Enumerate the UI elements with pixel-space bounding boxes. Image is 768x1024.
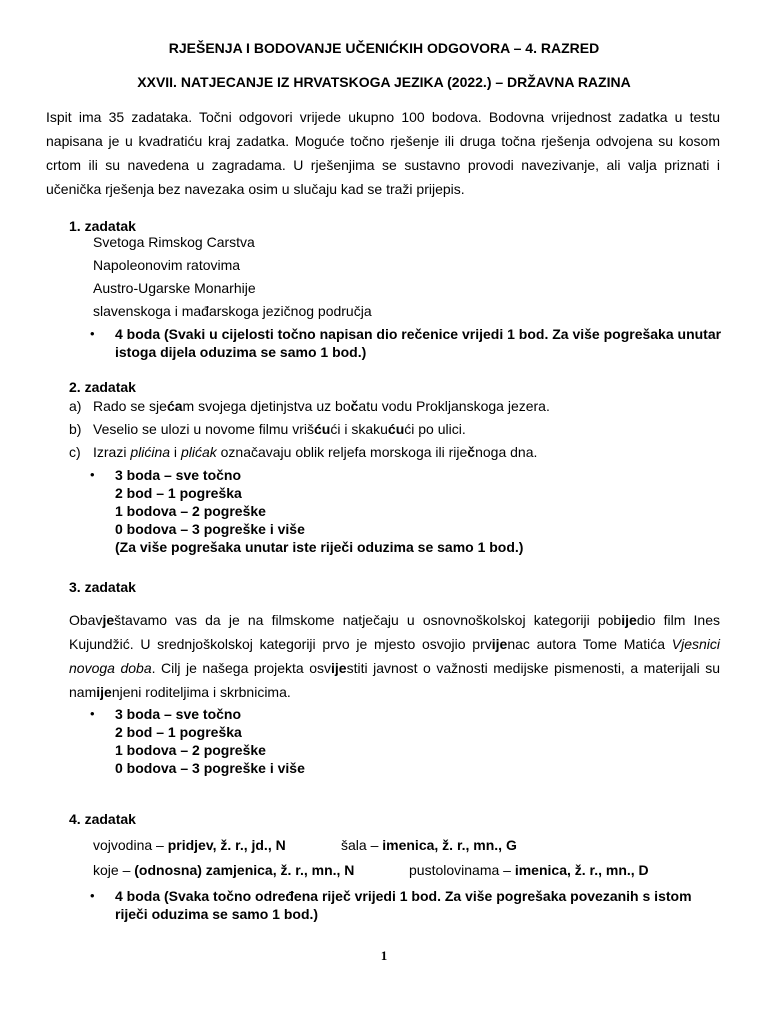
bullet-icon: •: [90, 706, 95, 721]
task1-answer-2: Napoleonovim ratovima: [93, 257, 241, 273]
text-part: nac autora Tome Matića: [507, 636, 672, 652]
task3-heading: 3. zadatak: [69, 579, 136, 595]
bold-part: ću: [387, 421, 405, 437]
task4-scoring-line1: 4 boda (Svaka točno određena riječ vrijedi 1 bod. Za više pogrešaka povezanih s istom: [115, 888, 692, 904]
text-part: označavaju oblik reljefa morskoga ili rije: [216, 444, 468, 460]
text-part: štavamo vas da je na filmskome natječaju u osnovnoškolskoj kategoriji pob: [114, 612, 622, 628]
task4-heading: 4. zadatak: [69, 811, 136, 827]
page-number: 1: [380, 948, 388, 963]
scoring-line: (Za više pogrešaka unutar iste riječi oduzima se samo 1 bod.): [115, 539, 524, 555]
task4-word-4: [409, 862, 649, 879]
word-analysis: pridjev, ž. r., jd., N: [167, 837, 286, 853]
word: pustolovinama –: [409, 862, 515, 878]
task1-answer-1: Svetoga Rimskog Carstva: [93, 234, 255, 250]
text-part: dio film Ines Kujundžić. U srednjoškolskoj kategoriji prvo je mjesto osvojio prv: [69, 612, 721, 652]
bold-part: č: [350, 398, 359, 414]
bold-part: ije: [491, 636, 508, 652]
text-part: m svojega djetinjstva uz bo: [182, 398, 351, 414]
task4-scoring-line2: riječi oduzima se samo 1 bod.): [115, 906, 319, 922]
italic-part: plićina: [130, 444, 171, 460]
task2-item-c: [69, 444, 537, 461]
task1-answer-4: slavenskoga i mađarskoga jezičnog područja: [93, 303, 372, 319]
text-part: i: [170, 444, 181, 460]
text-part: Rado se sje: [93, 398, 167, 414]
task1-scoring-line1: 4 boda (Svaki u cijelosti točno napisan dio rečenice vrijedi 1 bod. Za više pogrešaka unutar: [115, 326, 722, 342]
scoring-line: 0 bodova – 3 pogreške i više: [115, 521, 305, 537]
task2-item-b: [69, 421, 466, 438]
italic-part: plićak: [180, 444, 217, 460]
bold-part: ije: [96, 684, 112, 700]
scoring-line: 3 boda – sve točno: [115, 706, 242, 722]
item-label: a): [69, 398, 82, 414]
text-part: . Cilj je našega projekta osv: [151, 660, 332, 676]
bold-part: je: [102, 612, 115, 628]
scoring-line: 1 bodova – 2 pogreške: [115, 503, 266, 519]
item-label: c): [69, 444, 81, 460]
text-part: Izrazi: [93, 444, 131, 460]
text-part: Veselio se ulozi u novome filmu vriš: [93, 421, 314, 437]
task1-answer-3: Austro-Ugarske Monarhije: [93, 280, 256, 296]
task1-heading: 1. zadatak: [69, 218, 136, 234]
bold-part: ije: [331, 660, 347, 676]
word: šala –: [341, 837, 383, 853]
document-subtitle: XXVII. NATJECANJE IZ HRVATSKOGA JEZIKA (2022.) – DRŽAVNA RAZINA: [137, 74, 631, 90]
bold-part: ću: [314, 421, 331, 437]
task2-scoring: [115, 466, 721, 556]
item-label: b): [69, 421, 82, 437]
text-part: ći po ulici.: [404, 421, 466, 437]
task4-word-1: [93, 837, 286, 854]
italic-part: Vjesnici novoga doba: [69, 636, 720, 676]
word-analysis: imenica, ž. r., mn., D: [514, 862, 649, 878]
text-part: atu vodu Prokljanskoga jezera.: [358, 398, 550, 414]
task4-word-3: [93, 862, 354, 879]
scoring-line: 2 bod – 1 pogreška: [115, 724, 242, 740]
intro-paragraph: Ispit ima 35 zadataka. Točni odgovori vrijede ukupno 100 bodova. Bodovna vrijednost zadatka u testu napisana je u kvadratiću kraj zadatka. Moguće točno rješenje ili druga točna rješenja odvojena su kosom crtom ili su navedena u zagradama. U rješenjima se sustavno provodi navezivanje, ali valja priznati i učenička rješenja bez navezaka osim u slučaju kad se traži prijepis.: [46, 109, 720, 197]
bullet-icon: •: [90, 326, 95, 341]
scoring-line: 0 bodova – 3 pogreške i više: [115, 760, 305, 776]
task3-paragraph: [69, 608, 720, 704]
scoring-line: 1 bodova – 2 pogreške: [115, 742, 266, 758]
text-part: ći i skaku: [330, 421, 388, 437]
word: vojvodina –: [93, 837, 168, 853]
task4-scoring: [115, 887, 721, 923]
task4-word-2: [341, 837, 517, 854]
bullet-icon: •: [90, 888, 95, 903]
document-title: RJEŠENJA I BODOVANJE UČENIĆKIH ODGOVORA – 4. RAZRED: [168, 40, 600, 56]
bold-part: ije: [621, 612, 637, 628]
task1-scoring-line2: istoga dijela oduzima se samo 1 bod.): [115, 344, 367, 360]
task1-scoring: [115, 325, 721, 361]
text-part: Obav: [69, 612, 103, 628]
bold-part: ća: [166, 398, 183, 414]
bold-part: č: [467, 444, 476, 460]
scoring-line: 2 bod – 1 pogreška: [115, 485, 242, 501]
task3-scoring: [115, 705, 721, 777]
task2-item-a: [69, 398, 550, 415]
word-analysis: (odnosna) zamjenica, ž. r., mn., N: [134, 862, 355, 878]
bullet-icon: •: [90, 467, 95, 482]
task2-heading: 2. zadatak: [69, 379, 136, 395]
scoring-line: 3 boda – sve točno: [115, 467, 242, 483]
text-part: njeni roditeljima i skrbnicima.: [111, 684, 291, 700]
text-part: stiti javnost o važnosti medijske pismenosti, a materijali su nam: [69, 660, 720, 700]
word-analysis: imenica, ž. r., mn., G: [382, 837, 517, 853]
text-part: noga dna.: [475, 444, 538, 460]
word: koje –: [93, 862, 135, 878]
